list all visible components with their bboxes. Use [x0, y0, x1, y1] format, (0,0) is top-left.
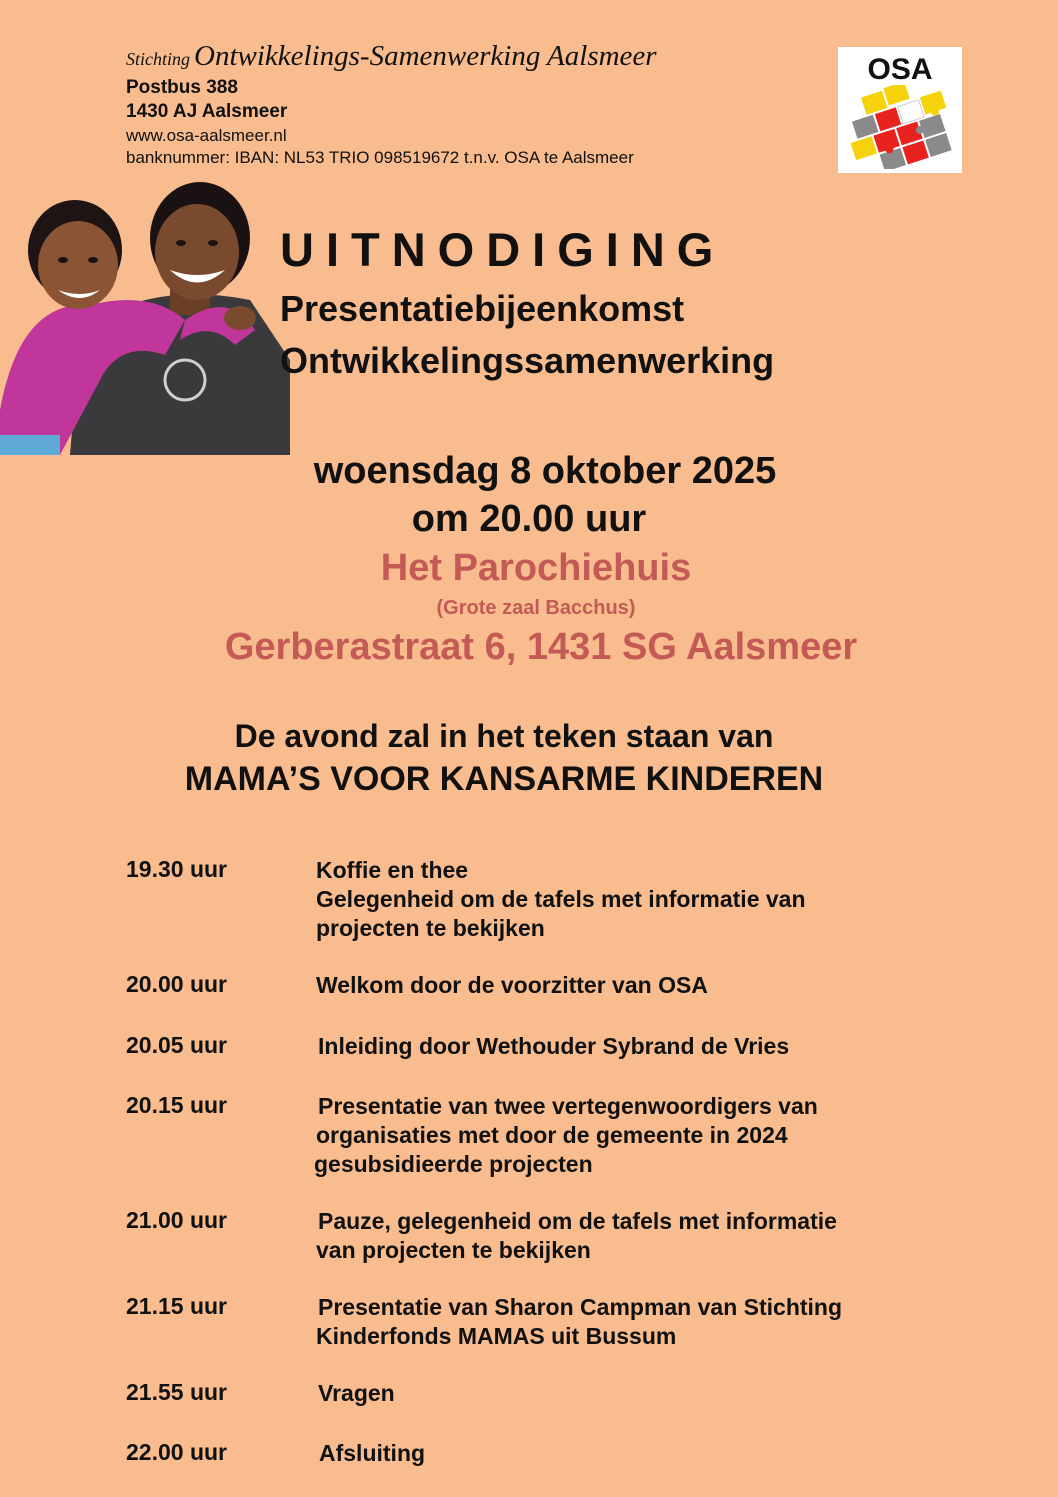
theme-title: MAMA’S VOOR KANSARME KINDEREN — [184, 760, 824, 798]
program-item — [318, 1032, 789, 1061]
program-time: 20.05 uur — [126, 1032, 227, 1058]
invitation-subtitle-1: Presentatiebijeenkomst — [280, 288, 685, 329]
invitation-title: UITNODIGING — [280, 223, 726, 276]
venue-room: (Grote zaal Bacchus) — [436, 597, 636, 619]
event-time: om 20.00 uur — [411, 498, 647, 540]
puzzle-icon — [842, 85, 958, 169]
program-item — [318, 1379, 395, 1408]
program-time: 21.00 uur — [126, 1207, 227, 1233]
program-line: Presentatie van twee vertegenwoordigers van — [318, 1093, 818, 1119]
program-line: organisaties met door de gemeente in 2024 — [316, 1122, 788, 1148]
mother-child-photo — [0, 180, 290, 455]
website-link[interactable]: www.osa-aalsmeer.nl — [126, 126, 287, 145]
program-line: Gelegenheid om de tafels met informatie van — [316, 886, 806, 912]
event-date: woensdag 8 oktober 2025 — [313, 450, 777, 492]
program-time: 21.15 uur — [126, 1293, 227, 1319]
program-item — [316, 1207, 837, 1265]
program-line: van projecten te bekijken — [316, 1237, 591, 1263]
program-line: Koffie en thee — [316, 857, 469, 883]
program-line: Inleiding door Wethouder Sybrand de Vries — [318, 1033, 790, 1059]
postbus: Postbus 388 — [126, 77, 238, 98]
program-time: 19.30 uur — [126, 856, 227, 882]
program-line: Vragen — [318, 1380, 395, 1406]
program-time: 20.00 uur — [126, 971, 227, 997]
osa-logo — [838, 47, 962, 173]
logo-text: OSA — [867, 53, 933, 86]
program-time: 22.00 uur — [126, 1439, 227, 1465]
program-line: gesubsidieerde projecten — [314, 1151, 593, 1177]
program-line: Presentatie van Sharon Campman van Stichting — [318, 1294, 843, 1320]
program-item — [316, 1092, 818, 1179]
invitation-subtitle-2: Ontwikkelingssamenwerking — [280, 340, 775, 381]
program-time: 21.55 uur — [126, 1379, 227, 1405]
program-line: projecten te bekijken — [316, 915, 545, 941]
program-item — [316, 971, 708, 1000]
postcode: 1430 AJ Aalsmeer — [126, 101, 288, 122]
venue-address: Gerberastraat 6, 1431 SG Aalsmeer — [224, 626, 858, 668]
program-item — [319, 1439, 425, 1468]
organization-name — [126, 40, 657, 73]
org-title: Ontwikkelings-Samenwerking Aalsmeer — [194, 40, 657, 72]
program-line: Afsluiting — [319, 1440, 426, 1466]
program-line: Welkom door de voorzitter van OSA — [316, 972, 708, 998]
program-line: Pauze, gelegenheid om de tafels met informatie — [318, 1208, 837, 1234]
program-line: Kinderfonds MAMAS uit Bussum — [316, 1323, 677, 1349]
program-item — [316, 856, 806, 943]
org-prefix: Stichting — [126, 49, 190, 69]
bank-account: banknummer: IBAN: NL53 TRIO 098519672 t.n.v. OSA te Aalsmeer — [126, 148, 634, 167]
program-item — [316, 1293, 842, 1351]
program-time: 20.15 uur — [126, 1092, 227, 1118]
theme-intro: De avond zal in het teken staan van — [234, 718, 774, 754]
venue-name: Het Parochiehuis — [380, 547, 692, 589]
